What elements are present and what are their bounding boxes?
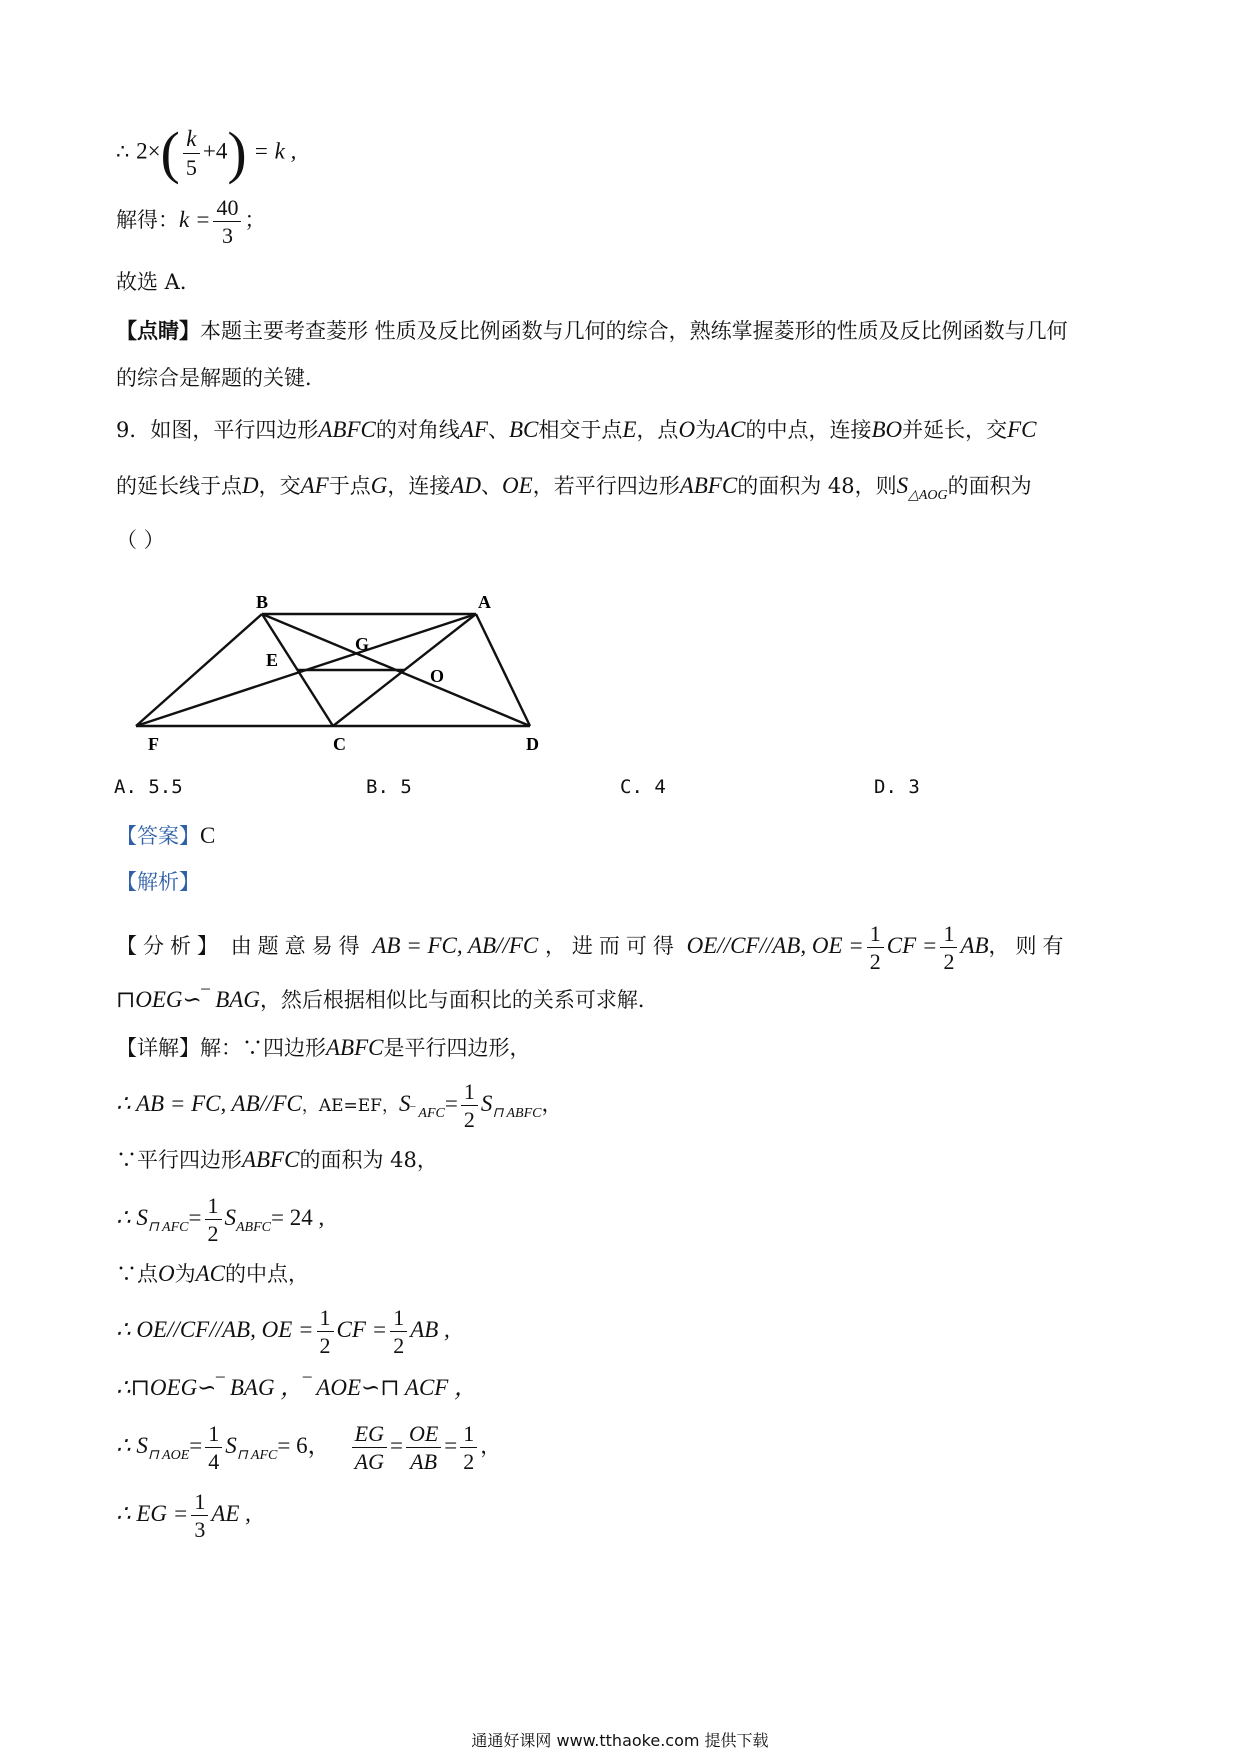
answer-value: C	[200, 823, 216, 848]
answer-line	[116, 824, 215, 847]
label-O: O	[430, 666, 445, 686]
question-blank: （ ）	[116, 528, 165, 552]
therefore-symbol: ∴	[116, 139, 130, 164]
question-line-2: 的延长线于点D，交AF于点G，连接AD、OE，若平行四边形ABFC的面积为 48，则$S_{\triangle AOG}$的面积为	[116, 473, 1032, 503]
comment-line-2: 的综合是解题的关键．	[116, 366, 326, 390]
label-C: C	[333, 734, 346, 754]
detail-step-5: ∴ OE//CF//AB, OE = $\frac{1}{2}$ CF = $\frac{1}{2}$ AB ,	[116, 1305, 450, 1359]
label-A: A	[478, 592, 491, 612]
question-line-1: 9．如图，平行四边形ABFC的对角线AF、BC相交于点E，点O为AC的中点，连接BO并延长，交FC	[116, 417, 1037, 442]
detail-step-7: ∴ $S_{⊓ AOE}=$ $\frac{1}{4}$ $S_{⊓ AFC}= 6$， $\frac{EG}{AG}$ = $\frac{OE}{AB}$ = $\frac{1}{2}$ ，	[116, 1421, 502, 1475]
detail-step-3: ∴ $S_{⊓ AFC}=$ $\frac{1}{2}$ $S_{ABFC}= 24$ ,	[116, 1193, 325, 1247]
solution-line: 解得：k = $\frac{40}{3}$ ；	[116, 195, 266, 249]
detail-step-8: ∴ EG = $\frac{1}{3}$ AE ,	[116, 1489, 251, 1543]
label-G: G	[355, 634, 370, 654]
equation-line-1: ∴ 2×( $\frac{k}{5}$ +4) = k ,	[116, 120, 297, 185]
choice-line: 故选 A．	[116, 270, 201, 294]
page-footer: 通通好课网 www.tthaoke.com 提供下载	[471, 1731, 769, 1750]
analysis-tag: 【解析】	[116, 870, 200, 894]
detail-step-4: ∵点O为AC的中点，	[116, 1261, 310, 1286]
option-c[interactable]: C. 4	[620, 776, 666, 798]
option-d[interactable]: D. 3	[874, 776, 920, 798]
fraction-k-over-5: $\frac{k}{5}$	[183, 127, 200, 179]
option-b[interactable]: B. 5	[366, 776, 412, 798]
answer-tag: 【答案】	[116, 824, 200, 848]
comment-line-1: 【点睛】本题主要考查菱形 性质及反比例函数与几何的综合，熟练掌握菱形的性质及反比例函数与几何	[116, 318, 1068, 343]
detail-step-6: ∴⊓OEG∽‾ BAG ，‾ AOE∽⊓ ACF ，	[116, 1375, 478, 1400]
detail-intro: 【详解】解：∵四边形ABFC是平行四边形，	[116, 1035, 531, 1060]
label-F: F	[148, 734, 159, 754]
label-B: B	[256, 592, 269, 612]
option-a[interactable]: A. 5.5	[114, 776, 183, 798]
fraction-40-over-3: $\frac{40}{3}$	[213, 196, 241, 247]
label-D: D	[526, 734, 539, 754]
parallelogram-figure	[128, 586, 558, 756]
detail-step-2: ∵平行四边形ABFC的面积为 48，	[116, 1147, 438, 1172]
fenxi-line-2: ⊓OEG∽‾ BAG，然后根据相似比与面积比的关系可求解．	[116, 987, 659, 1012]
detail-step-1: ∴ AB = FC, AB//FC，AE=EF，$S_{‾ AFC}=$ $\frac{1}{2}$ $S_{⊓ ABFC}$，	[116, 1079, 563, 1133]
label-E: E	[266, 650, 279, 670]
fenxi-line-1: 【分析】 由题意易得 AB = FC, AB//FC ，进而可得 OE//CF//AB, OE = $\frac{1}{2}$ CF = $\frac{1}{2}$ AB，则有	[116, 921, 1070, 975]
